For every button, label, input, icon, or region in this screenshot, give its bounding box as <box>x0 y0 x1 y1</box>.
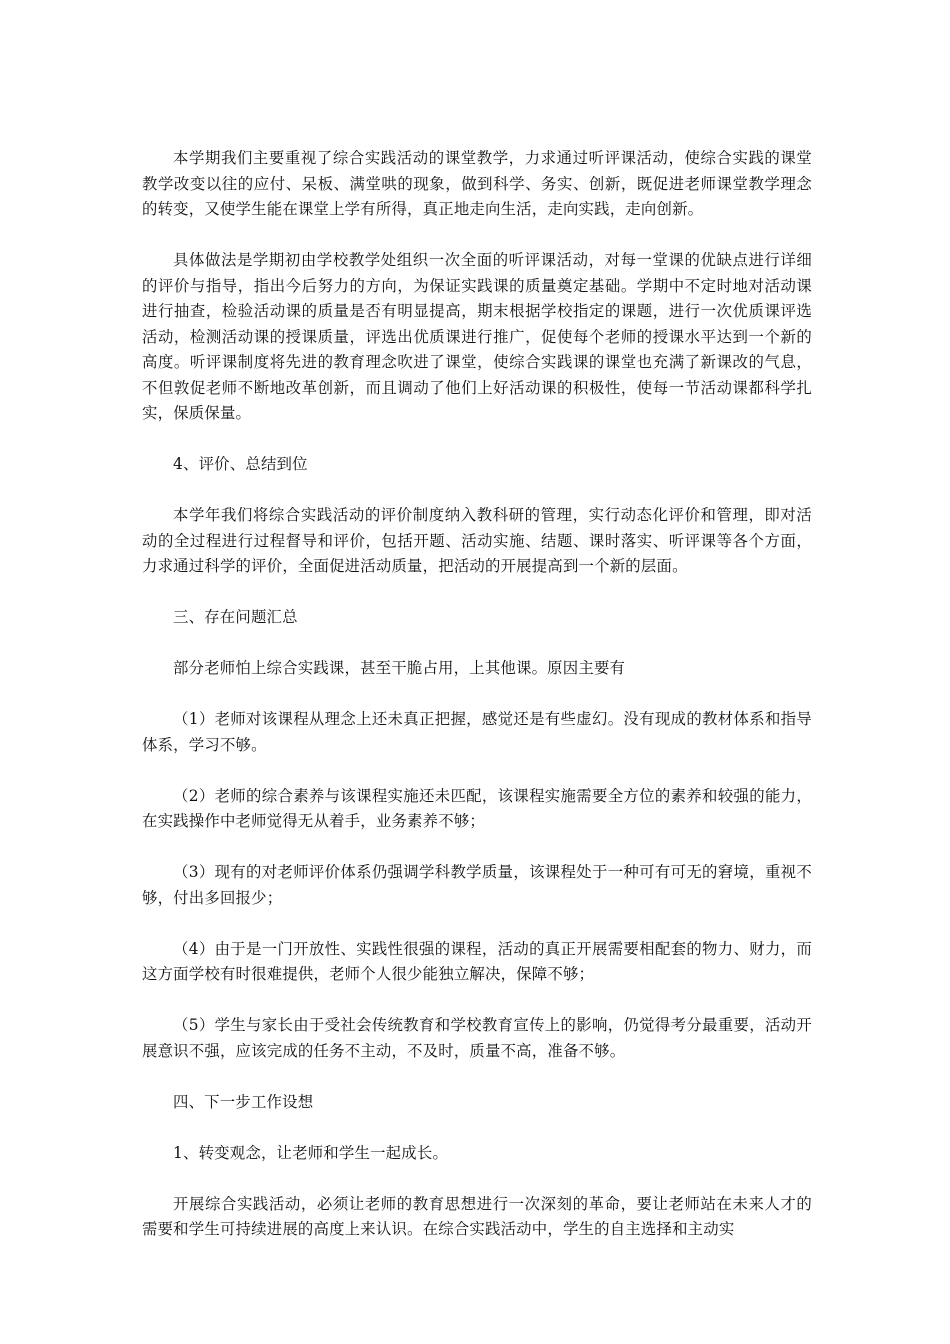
paragraph-evaluation-system: 本学年我们将综合实践活动的评价制度纳入教科研的管理，实行动态化评价和管理，即对活动的全过程进行过程督导和评价，包括开题、活动实施、结题、课时落实、听评课等各个方面，力求通过科学的评价，全面促进活动质量，把活动的开展提高到一个新的层面。 <box>142 506 812 575</box>
paragraph-change-concepts: 开展综合实践活动，必须让老师的教育思想进行一次深刻的革命，要让老师站在未来人才的需要和学生可持续进展的高度上来认识。在综合实践活动中，学生的自主选择和主动实 <box>142 1194 812 1238</box>
subheading-change-concepts: 1、转变观念，让老师和学生一起成长。 <box>173 1143 449 1162</box>
list-item-problem-1: （1）老师对该课程从理念上还未真正把握，感觉还是有些虚幻。没有现成的教材体系和指导体系，学习不够。 <box>142 710 812 754</box>
paragraph-classroom-teaching: 本学期我们主要重视了综合实践活动的课堂教学，力求通过听评课活动，使综合实践的课堂教学改变以往的应付、呆板、满堂哄的现象，做到科学、务实、创新，既促进老师课堂教学理念的转变，又使学生能在课堂上学有所得，真正地走向生活，走向实践，走向创新。 <box>142 149 812 218</box>
heading-next-steps: 四、下一步工作设想 <box>173 1092 314 1111</box>
heading-existing-problems: 三、存在问题汇总 <box>173 608 298 626</box>
list-item-problem-2: （2）老师的综合素养与该课程实施还未匹配，该课程实施需要全方位的素养和较强的能力，在实践操作中老师觉得无从着手，业务素养不够； <box>142 786 812 830</box>
paragraph-evaluation-method: 具体做法是学期初由学校教学处组织一次全面的听评课活动，对每一堂课的优缺点进行详细的评价与指导，指出今后努力的方向，为保证实践课的质量奠定基础。学期中不定时地对活动课进行抽查，检验活动课的质量是否有明显提高，期末根据学校指定的课题，进行一次优质课评选活动，检测活动课的授课质量，评选出优质课进行推广，促使每个老师的授课水平达到一个新的高度。听评课制度将先进的教育理念吹进了课堂，使综合实践课的课堂也充满了新课改的气息，不但敦促老师不断地改革创新，而且调动了他们上好活动课的积极性，使每一节活动课都科学扎实，保质保量。 <box>142 251 812 422</box>
list-item-problem-4: （4）由于是一门开放性、实践性很强的课程，活动的真正开展需要相配套的物力、财力，而这方面学校有时很难提供，老师个人很少能独立解决，保障不够； <box>142 939 812 983</box>
document-body <box>142 146 812 1243</box>
list-item-problem-3: （3）现有的对老师评价体系仍强调学科教学质量，该课程处于一种可有可无的窘境，重视不够，付出多回报少； <box>142 863 812 907</box>
list-item-problem-5: （5）学生与家长由于受社会传统教育和学校教育宣传上的影响，仍觉得考分最重要，活动开展意识不强，应该完成的任务不主动，不及时，质量不高，准备不够。 <box>142 1016 812 1060</box>
paragraph-problems-intro: 部分老师怕上综合实践课，甚至干脆占用，上其他课。原因主要有 <box>173 659 626 677</box>
heading-evaluation-summary: 4、评价、总结到位 <box>173 455 308 473</box>
